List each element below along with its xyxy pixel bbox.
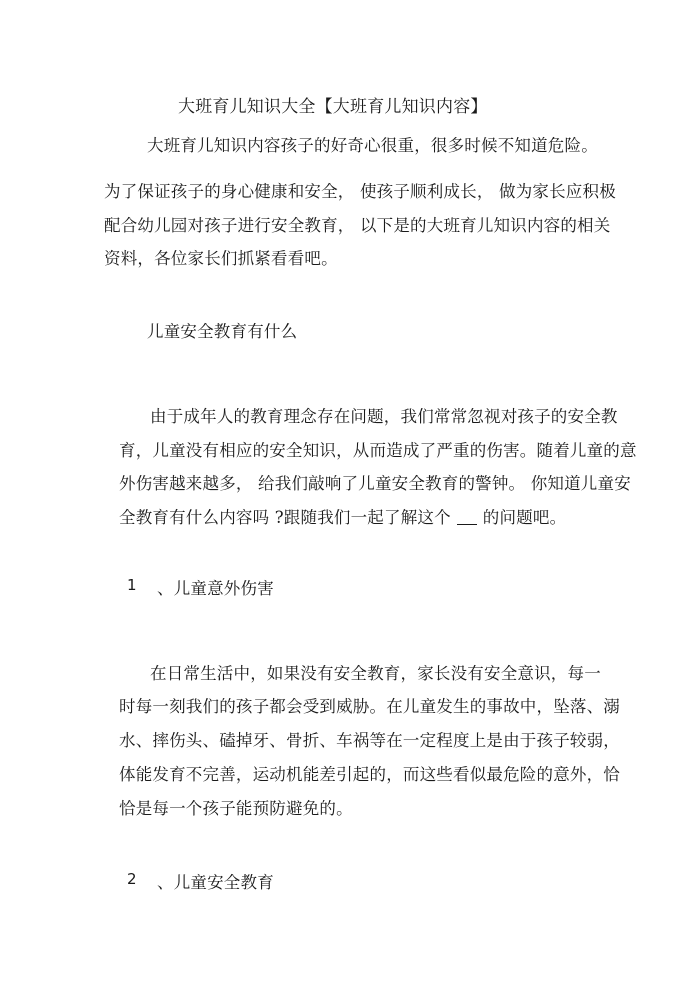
section-number: 2 <box>127 870 137 888</box>
intro-line: 大班育儿知识内容孩子的好奇心很重，很多时候不知道危险。 <box>147 136 598 155</box>
paragraph-line: 资料，各位家长们抓紧看看吧。 <box>104 249 338 268</box>
paragraph-text: 全教育有什么内容吗 ?跟随我们一起了解这个 <box>119 508 451 527</box>
paragraph-line: 在日常生活中，如果没有安全教育，家长没有安全意识，每一 <box>150 664 601 683</box>
paragraph-line: 育，儿童没有相应的安全知识，从而造成了严重的伤害。随着儿童的意 <box>119 441 637 460</box>
paragraph-line: 为了保证孩子的身心健康和安全， 使孩子顺利成长， 做为家长应积极 <box>104 182 616 201</box>
paragraph-text: 的问题吧。 <box>482 508 567 527</box>
paragraph-line: 恰是每一个孩子能预防避免的。 <box>119 799 353 818</box>
paragraph-line: 时每一刻我们的孩子都会受到威胁。在儿童发生的事故中，坠落、溺 <box>119 697 620 716</box>
document-title: 大班育儿知识大全【大班育儿知识内容】 <box>178 97 488 117</box>
paragraph-line: 配合幼儿园对孩子进行安全教育， 以下是的大班育儿知识内容的相关 <box>104 216 611 235</box>
section-heading: 儿童安全教育有什么 <box>147 322 298 341</box>
section-number: 1 <box>127 576 137 594</box>
paragraph-line: 水、摔伤头、磕掉牙、骨折、车祸等在一定程度上是由于孩子较弱， <box>119 731 620 750</box>
paragraph-line: 体能发育不完善，运动机能差引起的，而这些看似最危险的意外，恰 <box>119 765 620 784</box>
paragraph-line-with-blank <box>119 504 566 528</box>
paragraph-line: 外伤害越来越多， 给我们敲响了儿童安全教育的警钟。 你知道儿童安 <box>119 474 631 493</box>
paragraph-line: 由于成年人的教育理念存在问题，我们常常忽视对孩子的安全教 <box>150 407 618 426</box>
section-title: 、儿童安全教育 <box>157 873 274 892</box>
fill-blank <box>457 524 477 525</box>
section-title: 、儿童意外伤害 <box>157 579 274 598</box>
